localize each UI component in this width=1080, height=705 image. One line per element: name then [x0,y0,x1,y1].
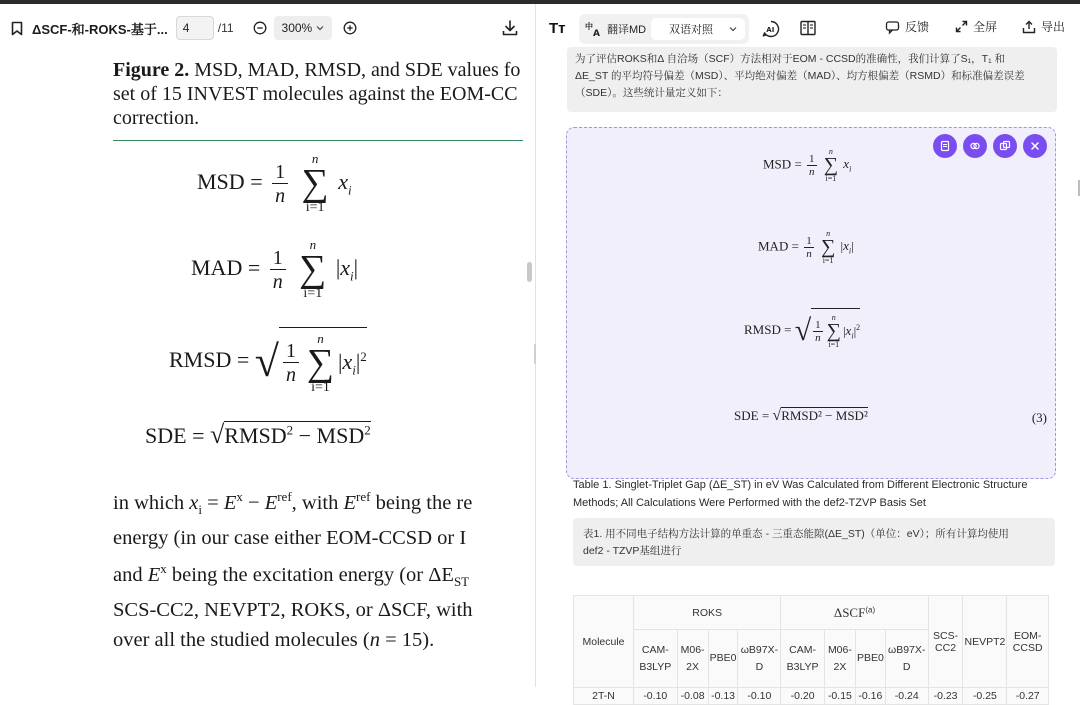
pdf-page-content [113,52,533,687]
formula-msd: MSD = $\frac{1}{n}$ n ∑ i=1 $x_i$ [763,147,852,183]
chevron-down-icon [729,26,737,32]
chevron-down-icon [316,25,324,31]
svg-text:AI: AI [766,26,775,34]
translated-paragraph: 为了评估ROKS和Δ 自洽场（SCF）方法相对于EOM - CCSD的准确性，我们计算了S₁，T₁ 和 ΔE_ST 的平均符号偏差（MSD）、平均绝对偏差（MAD）、均方根偏差（RSMD）和标准偏差误差 （SDE）。这些统计量定义如下： [567,47,1057,112]
equation-sde: SDE = $√RMSD^2 - MSD^2$ [145,420,371,449]
card-actions [933,134,1047,158]
col-group-roks: ROKS [634,596,781,630]
table-cell: 2T-N [574,688,634,705]
pdf-scrollbar-thumb[interactable] [527,262,532,282]
sub-col: ωB97X-D [885,630,928,688]
sub-col: PBE0 [708,630,738,688]
table-caption: Table 1. Singlet-Triplet Gap (ΔE_ST) in eV Was Calculated from Different Electronic Structure Methods; All Calculations Were Performed with the def2-TZVP Basis Set [573,479,1028,509]
reading-view-icon[interactable] [799,19,819,39]
table-row [574,688,1049,705]
equation-mad: MAD = $\frac{1}{n}$ n ∑ i=1 $|x_i|$ [191,237,359,301]
table-cell: -0.16 [855,688,885,705]
svg-text:中: 中 [585,22,593,31]
pane-resize-handle[interactable] [534,344,536,364]
table-cell: -0.10 [738,688,781,705]
bookmark-icon[interactable] [8,19,26,37]
table-cell: -0.25 [963,688,1007,705]
table-cell: -0.27 [1007,688,1049,705]
page-total: /11 [217,21,234,35]
sub-col: CAM-B3LYP [634,630,678,688]
formula-sde: SDE = √RMSD² − MSD² [734,407,868,424]
table-cell: -0.08 [677,688,708,705]
table-header-row [574,596,1049,630]
export-button[interactable]: 导出 [1022,18,1065,35]
document-title[interactable]: ΔSCF-和-ROKS-基于... [32,21,168,37]
translation-pane [537,4,1080,702]
table-cell: -0.15 [824,688,855,705]
sub-col: PBE0 [855,630,885,688]
results-table [573,595,1049,705]
equation-number: (3) [1031,410,1047,425]
table-cell: -0.23 [928,688,963,705]
svg-text:A: A [593,29,600,39]
table-cell: -0.10 [634,688,678,705]
sub-col: ωB97X-D [738,630,781,688]
equation-rmsd: RMSD = √ $\frac{1}{n}$ n ∑ i=1 $|x_i|^2$ [169,327,367,397]
zoom-value: 300% [281,21,313,35]
bilingual-mode-select[interactable]: 双语对照 [651,18,745,40]
col-nevpt2: NEVPT2 [963,596,1007,688]
link-icon[interactable] [963,134,987,158]
translate-md-button[interactable]: 中 A 翻译MD [585,22,647,39]
download-icon[interactable] [500,18,520,38]
col-molecule: Molecule [574,596,634,688]
pdf-viewer-pane [0,4,536,687]
export-icon [1022,20,1036,34]
page-number-input[interactable]: 4 [176,16,214,40]
sub-col: M06-2X [824,630,855,688]
table-cell: -0.13 [708,688,738,705]
zoom-in-icon[interactable] [342,20,358,36]
figure-caption: Figure 2. MSD, MAD, RMSD, and SDE values fo set of 15 INVEST molecules against the EOM-CC correction. [113,59,521,129]
ai-icon[interactable] [761,19,781,39]
caption-divider [113,140,523,141]
text-size-icon[interactable]: Tт [549,20,566,37]
sub-col: CAM-B3LYP [781,630,825,688]
copy-icon[interactable] [933,134,957,158]
close-icon[interactable] [1023,134,1047,158]
col-group-dscf: ΔSCF$^{(a)}$ [781,596,928,630]
fullscreen-icon [955,20,968,33]
translate-icon [585,21,603,37]
formula-mad: MAD = $\frac{1}{n}$ n ∑ i=1 $|x_i|$ [758,229,854,265]
sub-col: M06-2X [677,630,708,688]
pdf-toolbar [0,4,536,52]
duplicate-icon[interactable] [993,134,1017,158]
body-paragraph: in which $x_i = E^x - E^{ref}$, with $E^{ref}$ being the re energy (in our case either EOM-CCSD or I and $E^x$ being the excitation energy (or $\Delta E_{ST}$ SCS-CC2, NEVPT2, ROKS, or ΔSCF, with over all the studied molecules (n = 15). [113,489,473,651]
table-cell: -0.24 [885,688,928,705]
formula-card[interactable] [566,127,1056,479]
formula-rmsd: RMSD = √ $\frac{1}{n}$ n ∑ i=1 $|x_i|^2$ [744,308,860,354]
fullscreen-button[interactable]: 全屏 [955,18,997,35]
col-eom-ccsd: EOM-CCSD [1007,596,1049,688]
zoom-select[interactable] [274,16,333,40]
table-caption-translation: 表1. 用不同电子结构方法计算的单重态 - 三重态能隙(ΔE_ST)（单位：eV）；所有计算均使用 def2 - TZVP基组进行 [573,518,1055,566]
equation-msd: MSD = $\frac{1}{n}$ n ∑ i=1 $x_i$ [197,151,352,215]
feedback-button[interactable]: 反馈 [885,18,929,35]
translation-toolbar [537,4,1080,52]
table-cell: -0.20 [781,688,825,705]
feedback-icon [885,20,900,34]
col-scs-cc2: SCS-CC2 [928,596,963,688]
zoom-out-icon[interactable] [252,20,268,36]
